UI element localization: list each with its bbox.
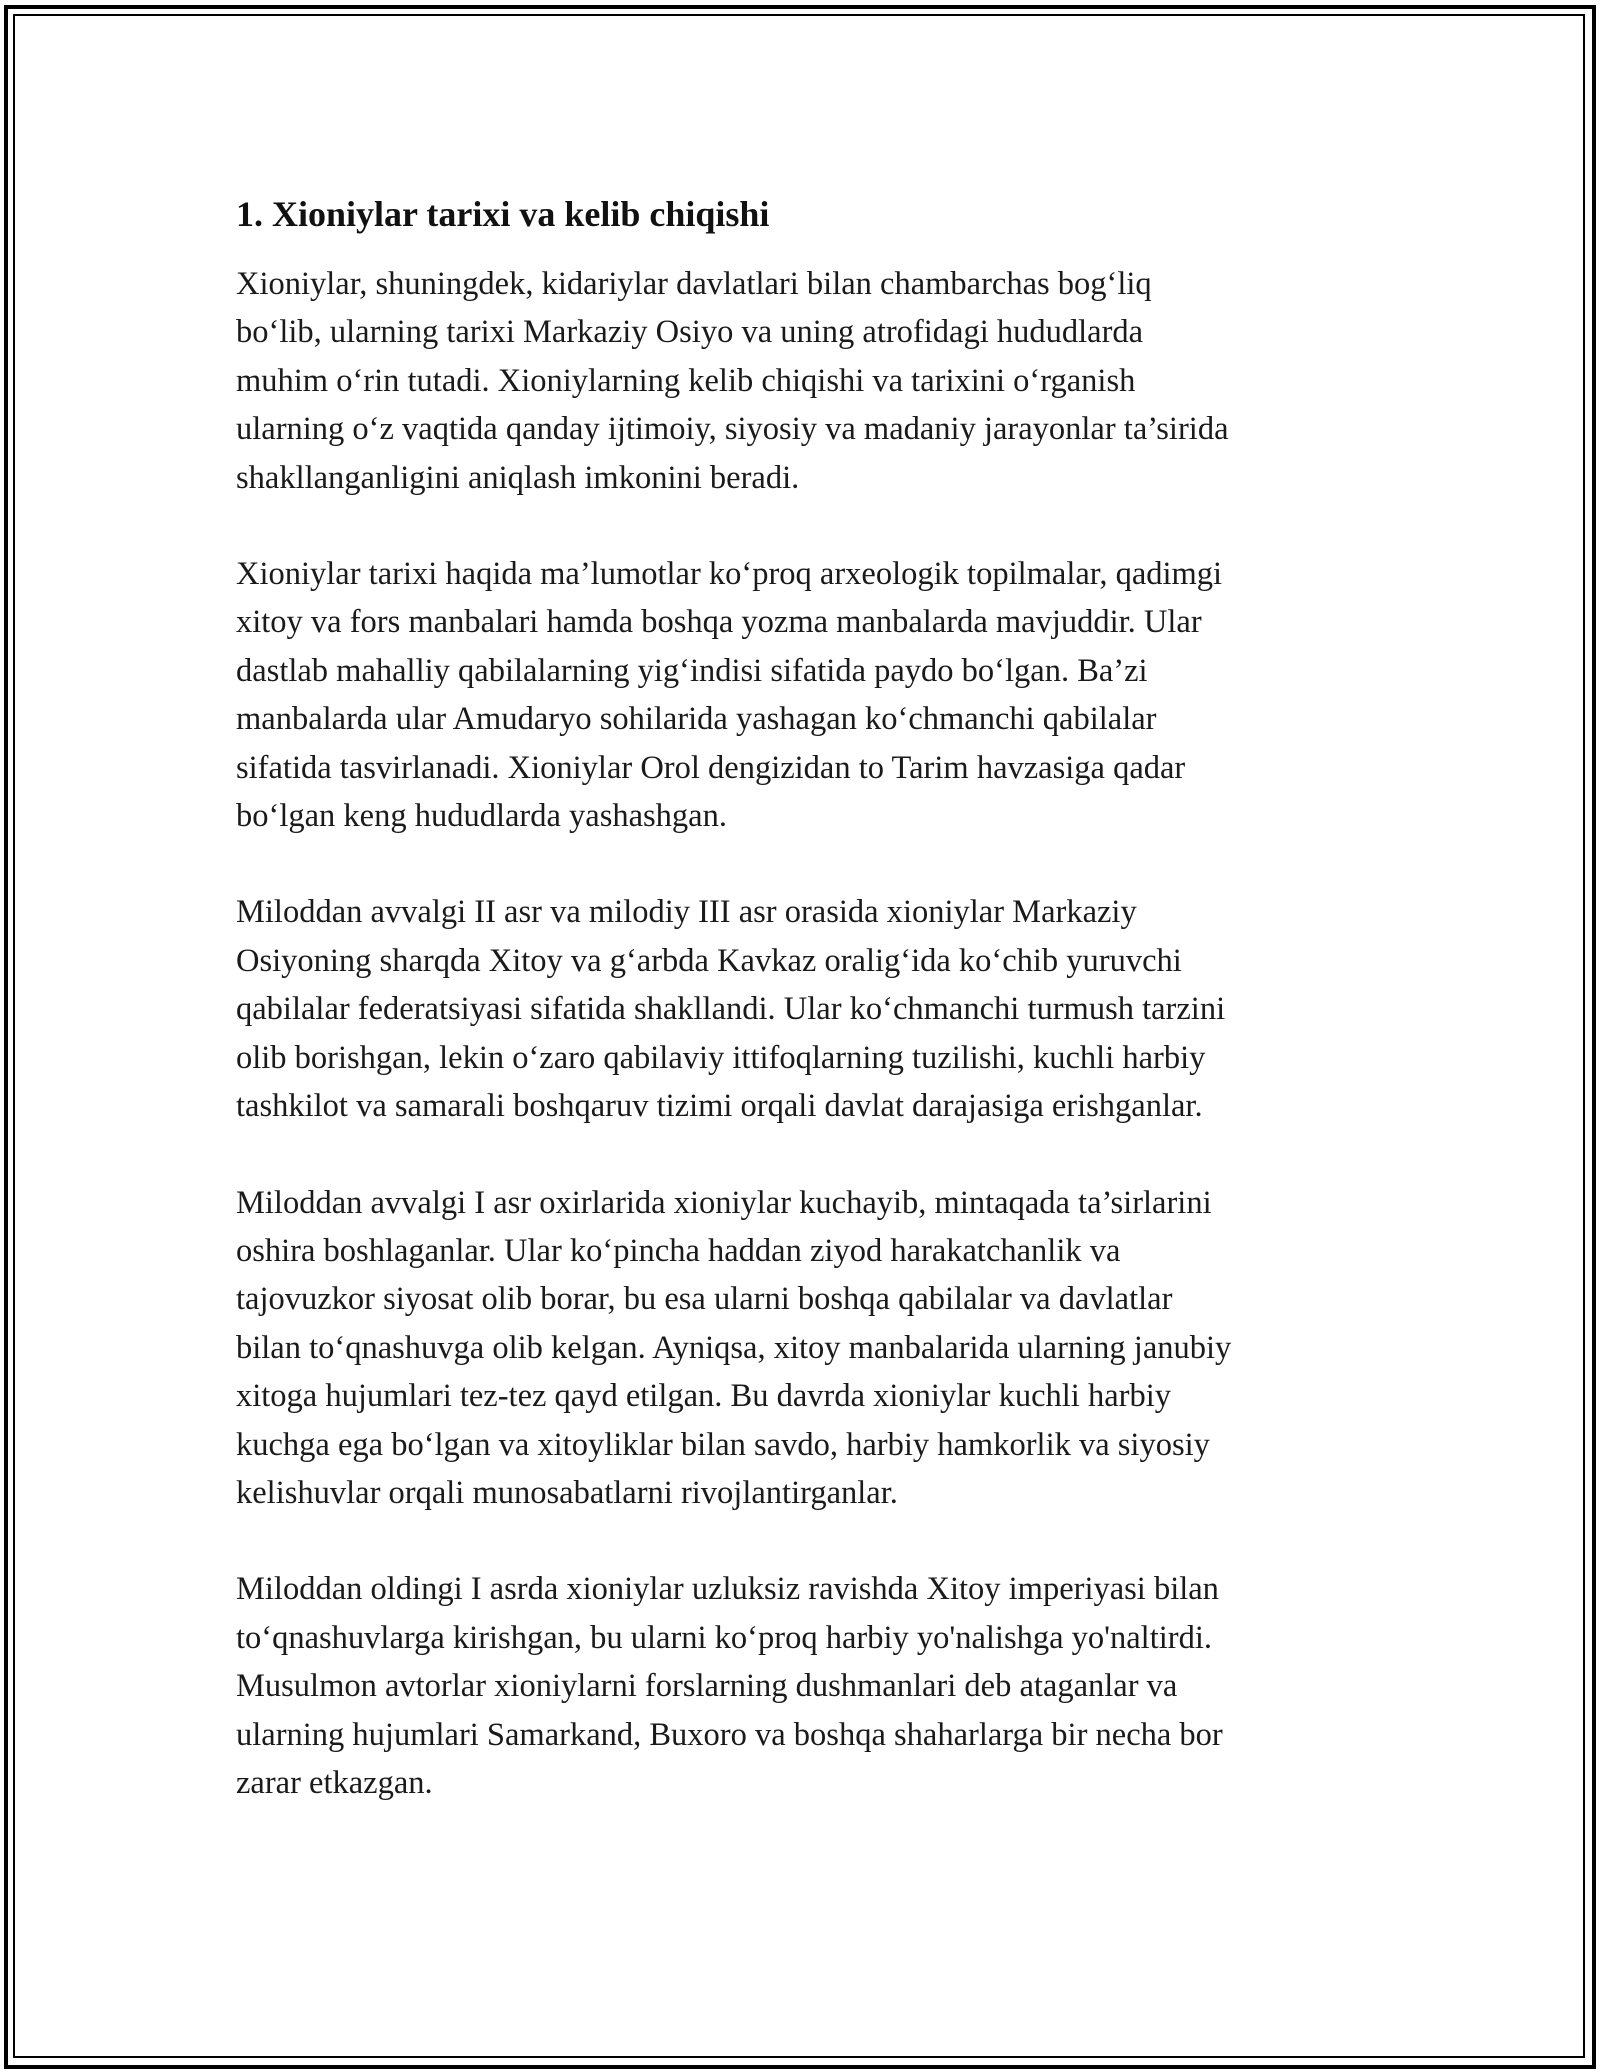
paragraph-1 bbox=[236, 260, 1366, 502]
paragraph-2 bbox=[236, 550, 1366, 840]
line: tajovuzkor siyosat olib borar, bu esa ularni boshqa qabilalar va davlatlar bbox=[236, 1281, 1173, 1318]
line: ularning o‘z vaqtida qanday ijtimoiy, siyosiy va madaniy jarayonlar ta’sirida bbox=[236, 411, 1229, 448]
document-body bbox=[236, 188, 1366, 1807]
paragraph-5 bbox=[236, 1565, 1366, 1807]
line: to‘qnashuvlarga kirishgan, bu ularni ko‘proq harbiy yo'nalishga yo'naltirdi. bbox=[236, 1619, 1212, 1656]
line: manbalarda ular Amudaryo sohilarida yashagan ko‘chmanchi qabilalar bbox=[236, 701, 1157, 738]
paragraph-4 bbox=[236, 1179, 1366, 1518]
line: bilan to‘qnashuvga olib kelgan. Ayniqsa, xitoy manbalarida ularning janubiy bbox=[236, 1329, 1232, 1366]
line: Xioniylar, shuningdek, kidariylar davlatlari bilan chambarchas bog‘liq bbox=[236, 266, 1152, 302]
line: zarar etkazgan. bbox=[236, 1764, 433, 1801]
line: bo‘lgan keng hududlarda yashashgan. bbox=[236, 798, 727, 835]
line: kelishuvlar orqali munosabatlarni rivojlantirganlar. bbox=[236, 1474, 898, 1511]
line: olib borishgan, lekin o‘zaro qabilaviy ittifoqlarning tuzilishi, kuchli harbiy bbox=[236, 1039, 1206, 1076]
line: bo‘lib, ularning tarixi Markaziy Osiyo va uning atrofidagi hududlarda bbox=[236, 314, 1144, 351]
line: xitoga hujumlari tez-tez qayd etilgan. Bu davrda xioniylar kuchli harbiy bbox=[236, 1378, 1171, 1415]
line: kuchga ega bo‘lgan va xitoyliklar bilan savdo, harbiy hamkorlik va siyosiy bbox=[236, 1426, 1210, 1463]
line: muhim o‘rin tutadi. Xioniylarning kelib chiqishi va tarixini o‘rganish bbox=[236, 362, 1136, 399]
line: Osiyoning sharqda Xitoy va g‘arbda Kavkaz oralig‘ida ko‘chib yuruvchi bbox=[236, 942, 1182, 979]
line: Miloddan avvalgi I asr oxirlarida xioniylar kuchayib, mintaqada ta’sirlarini bbox=[236, 1184, 1212, 1221]
line: Miloddan avvalgi II asr va milodiy III asr orasida xioniylar Markaziy bbox=[236, 894, 1137, 931]
line: sifatida tasvirlanadi. Xioniylar Orol dengizidan to Tarim havzasiga qadar bbox=[236, 749, 1186, 786]
line: ularning hujumlari Samarkand, Buxoro va boshqa shaharlarga bir necha bor bbox=[236, 1716, 1223, 1753]
line: dastlab mahalliy qabilalarning yig‘indisi sifatida paydo bo‘lgan. Ba’zi bbox=[236, 652, 1148, 689]
line: Xioniylar tarixi haqida ma’lumotlar ko‘proq arxeologik topilmalar, qadimgi bbox=[236, 556, 1223, 593]
paragraph-3 bbox=[236, 888, 1366, 1130]
line: Musulmon avtorlar xioniylarni forslarning dushmanlari deb ataganlar va bbox=[236, 1668, 1178, 1705]
section-heading: 1. Xioniylar tarixi va kelib chiqishi bbox=[236, 194, 770, 234]
line: qabilalar federatsiyasi sifatida shakllandi. Ular ko‘chmanchi turmush tarzini bbox=[236, 991, 1226, 1028]
line: Miloddan oldingi I asrda xioniylar uzluksiz ravishda Xitoy imperiyasi bilan bbox=[236, 1571, 1219, 1608]
line: xitoy va fors manbalari hamda boshqa yozma manbalarda mavjuddir. Ular bbox=[236, 604, 1202, 641]
line: tashkilot va samarali boshqaruv tizimi orqali davlat darajasiga erishganlar. bbox=[236, 1088, 1203, 1125]
line: oshira boshlaganlar. Ular ko‘pincha haddan ziyod harakatchanlik va bbox=[236, 1232, 1121, 1269]
line: shakllanganligini aniqlash imkonini beradi. bbox=[236, 459, 800, 496]
